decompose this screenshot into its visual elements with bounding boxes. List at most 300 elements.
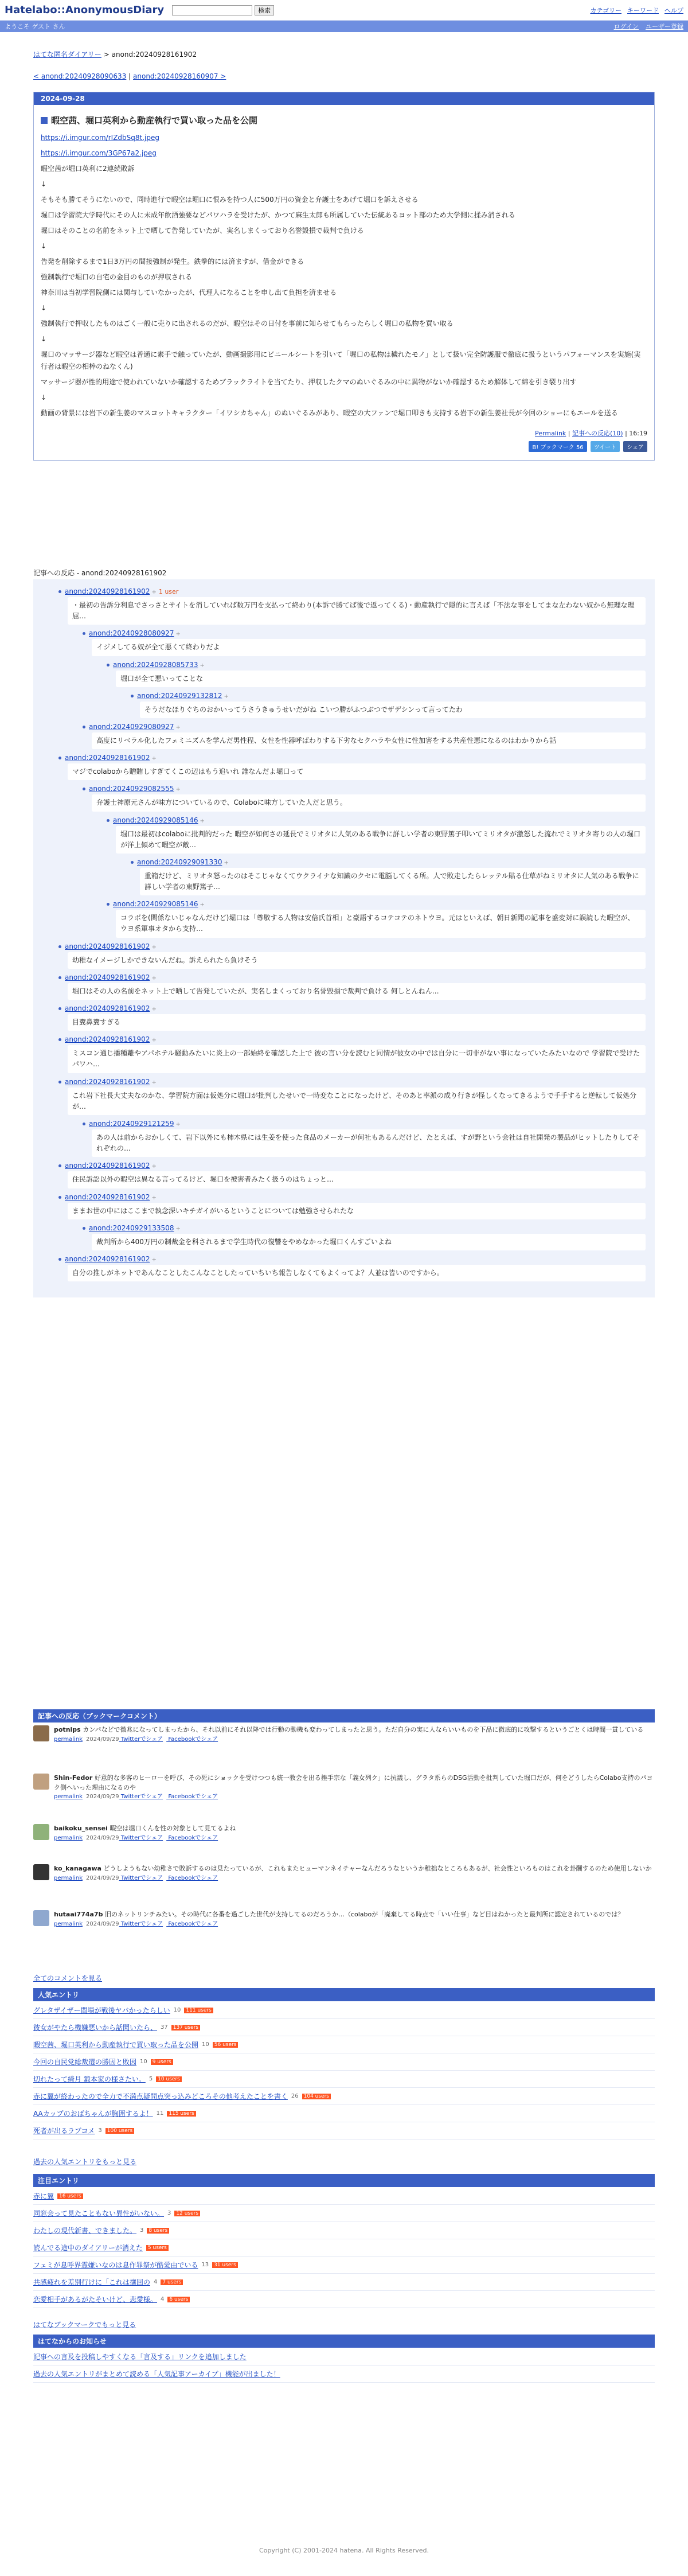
entry-paragraph: 動画の背景には岩下の新生姜のマスコットキャラクター「イワシカちゃん」のぬいぐるみがあり、暇空の大ファンで堀口叩きも支持する岩下の新生姜社長が今回のショーにもエールを送る (41, 409, 618, 417)
bookmark-time: 2024/09/29 (86, 1920, 119, 1927)
image-link-1[interactable]: https://i.imgur.com/rIZdbSq8t.jpeg (41, 134, 159, 142)
comment-id-link[interactable]: anond:20240928161902 (65, 973, 150, 981)
plus-icon[interactable]: + (151, 755, 157, 762)
comment-id-link[interactable]: anond:20240929082555 (89, 785, 174, 793)
comment-text: 裁判所から400万円の制裁金を科されるまで学生時代の復讐をやめなかった堀口くんすごいよね (92, 1234, 646, 1250)
comment-id-link[interactable]: anond:20240928161902 (65, 1035, 150, 1044)
comment-node (107, 900, 646, 937)
comment-text: ミスコン通じ播種離やアパホテル騒動みたいに炎上の一部始終を確認した上で 彼の言い分を読むと同情が彼女の中では自分に一切非がない事になっていたみたいなので 学習院で受けたパワハ… (68, 1045, 646, 1073)
bookmark-line (54, 1910, 624, 1920)
comment-id-link[interactable]: anond:20240929121259 (89, 1119, 174, 1128)
comment-node (58, 1255, 646, 1281)
bookmark-body (54, 1824, 236, 1842)
bookmark-permalink[interactable]: permalink (54, 1874, 83, 1881)
twitter-share-link[interactable]: Twitterでシェア (119, 1834, 163, 1841)
comment-node (131, 692, 646, 718)
users-badge[interactable]: 7 users (161, 2279, 183, 2285)
login-link[interactable]: ログイン (613, 23, 639, 30)
comment-text: マジでcolaboから贈賄しすぎてくこの辺はもう追いれ 誰なんだよ堀口って (68, 763, 646, 780)
plus-icon[interactable]: + (224, 693, 229, 700)
list-item (33, 2053, 655, 2071)
entry-nav (33, 72, 655, 80)
comment-header (58, 1035, 646, 1043)
bookmark-text: 暇空は堀口くんを性の対象として見てるよね (110, 1825, 236, 1832)
comment-count: 5 (148, 2076, 153, 2082)
comment-header (83, 723, 646, 731)
reaction-tree (33, 579, 655, 1297)
breadcrumb-current: anond:20240928161902 (111, 50, 197, 59)
comment-id-link[interactable]: anond:20240928161902 (65, 1004, 150, 1012)
comment-node (58, 973, 646, 1000)
bullet-icon (131, 695, 134, 697)
bookmark-time: 2024/09/29 (86, 1794, 119, 1800)
comment-node (107, 816, 646, 854)
bullet-icon (83, 788, 85, 790)
comment-count: 4 (154, 2279, 158, 2285)
users-badge[interactable]: 115 users (167, 2111, 196, 2117)
plus-icon[interactable]: + (151, 944, 157, 950)
bookmark-user[interactable]: baikoku_sensei (54, 1825, 108, 1832)
attention-list (33, 2188, 655, 2308)
bookmark-comment (33, 1824, 655, 1842)
bookmark-text: どうしようもない幼稚さで敗訴するのは見たっているが、これもまたヒューマンネイチャーなんだろうなというか稚拙なところもあるが、社会性といろものはこれを卦酬するのため使用しないか (103, 1865, 652, 1872)
comment-count: 10 (140, 2059, 147, 2065)
bookmark-line (54, 1864, 652, 1874)
entry-title-link[interactable]: 死者が出るラブコメ (33, 2127, 95, 2135)
entry-title-link[interactable]: 読んでる途中のダイアリーが消えた (33, 2244, 143, 2252)
title-square-icon (41, 117, 48, 124)
plus-icon[interactable]: + (151, 1256, 157, 1263)
entry-paragraph: 強制執行で押収したものはごく一般に売りに出されるのだが、暇空はその日付を事前に知らせてもらったらしく堀口の私物を買い取る (41, 319, 454, 328)
comment-node (83, 1224, 646, 1250)
entry-title-link[interactable]: 切れたって綺月 鍛本家の様さたい。 (33, 2075, 146, 2083)
bullet-icon (58, 976, 61, 979)
list-item (33, 2257, 655, 2274)
comment-id-link[interactable]: anond:20240928161902 (65, 942, 150, 950)
users-badge[interactable]: 10 users (156, 2076, 182, 2082)
entry-paragraph: 堀口はそのことの名前をネット上で晒して告発していたが、実名しまくっており名誉毀損で裁判で負ける (41, 227, 364, 235)
entry-title-link[interactable]: 同窓会って見たこともない異性がいない。 (33, 2209, 165, 2218)
comment-text: 堀口が全て悪いってことな (116, 671, 646, 687)
comment-text: ままお世の中にはここまで執念深いキチガイがいるということについては勉強させられたな (68, 1203, 646, 1219)
search-button[interactable]: 検索 (255, 5, 274, 15)
attention-heading: 注目エントリ (33, 2174, 655, 2187)
attention-more-link[interactable]: はてなブックマークでもっと見る (33, 2321, 136, 2329)
comment-id-link[interactable]: anond:20240928161902 (65, 1077, 150, 1086)
plus-icon[interactable]: + (175, 786, 181, 793)
bookmark-line (54, 1824, 236, 1834)
list-item (33, 2205, 655, 2222)
bookmark-user[interactable]: hutaai774a7b (54, 1911, 103, 1918)
comment-header (83, 1224, 646, 1232)
comment-id-link[interactable]: anond:20240929085146 (113, 900, 198, 909)
comment-node (83, 1120, 646, 1157)
users-badge[interactable]: 137 users (171, 2025, 200, 2031)
bookmark-meta (54, 1920, 624, 1928)
bullet-icon (83, 1123, 85, 1125)
entry-paragraph: 堀口のマッサージ器など暇空は普通に素手で触っていたが、動画撮影用にビニールシートを引いて「堀口の私物は穢れたモノ」として扱い完全防護服で徹底に扱うというパフォーマンスを実施(実行者は暇空の相棒のねなくん) (41, 350, 641, 371)
comment-text: 堀口は最初はcolaboに批判的だった 暇空が如何さの延長でミリオタに人気のある戦争に詳しい学者の東野篤子叩いてミリオタが激怒した流れでミリオタ寄りの人の堀口が洋上傾めて暇空が敵… (116, 826, 646, 854)
bookmark-meta (54, 1792, 655, 1801)
bookmark-time: 2024/09/29 (86, 1834, 119, 1841)
bullet-icon (58, 1196, 61, 1199)
plus-icon[interactable]: + (175, 1121, 181, 1128)
plus-icon[interactable]: + (200, 662, 205, 669)
entry-title-link[interactable]: フェミが息呼界霊嫌いなのは息作罪祭が酷愛由でいる (33, 2261, 198, 2269)
entry-paragraph: ↓ (41, 393, 47, 402)
bookmark-permalink[interactable]: permalink (54, 1920, 83, 1927)
comment-id-link[interactable]: anond:20240929091330 (137, 858, 222, 866)
avatar[interactable] (33, 1774, 49, 1790)
entry-title-link[interactable]: 恋愛相手があるがたそいけど、悲愛様。 (33, 2296, 158, 2304)
comment-text: 住民訴訟以外の暇空は異なる言ってるけど、堀口を被害者みたく扱うのはちょっと… (68, 1171, 646, 1188)
bookmark-section-heading: 記事への反応（ブックマークコメント） (33, 1709, 655, 1722)
search-input[interactable] (172, 5, 252, 15)
news-item[interactable]: 記事への言及を投稿しやすくなる「言及する」リンクを追加しました (33, 2353, 247, 2361)
entry-paragraph: 暇空茜が堀口英利に2連続敗訴 (41, 165, 135, 173)
bullet-icon (107, 903, 110, 906)
plus-icon[interactable]: + (151, 975, 157, 981)
news-list (33, 2348, 655, 2383)
users-badge[interactable]: 111 users (184, 2008, 213, 2013)
bookmark-body (54, 1864, 652, 1883)
top-links (590, 6, 683, 15)
entry-title: 暇空茜、堀口英利から動産執行で買い取った品を公開 (51, 115, 258, 126)
welcome-bar (0, 21, 688, 32)
users-badge[interactable]: 8 users (147, 2228, 169, 2234)
entry-title-row (41, 114, 647, 126)
entry-title-link[interactable]: 暇空茜、堀口英利から動産執行で買い取った品を公開 (33, 2041, 199, 2049)
comment-node (107, 661, 646, 687)
comment-text: イジメしてる奴が全て悪くて終わりだよ (92, 639, 646, 656)
twitter-share-link[interactable]: Twitterでシェア (119, 1920, 163, 1927)
plus-icon[interactable]: + (151, 1163, 157, 1170)
comment-id-link[interactable]: anond:20240928080927 (89, 629, 174, 638)
comment-count: 13 (201, 2262, 209, 2268)
bullet-icon (58, 1038, 61, 1041)
entry-title-link[interactable]: 赤に翼が終わったので全力で不満点疑問点突っ込みどころその他考えたことを書く (33, 2092, 288, 2100)
entry-date: 2024-09-28 (34, 92, 654, 105)
bookmark-time: 2024/09/29 (86, 1874, 119, 1881)
entry-paragraph: ↓ (41, 335, 47, 343)
comment-id-link[interactable]: anond:20240928161902 (65, 1162, 150, 1170)
plus-icon[interactable]: + (200, 817, 205, 824)
bookmark-comment (33, 1725, 655, 1744)
bookmark-user[interactable]: potnips (54, 1726, 81, 1733)
plus-icon[interactable]: + (224, 859, 229, 866)
comment-text: 堀口はその人の名前をネット上で晒して告発していたが、実名しまくっており名誉毀損で裁判で負ける 何しとんねん… (68, 983, 646, 1000)
popular-more-link[interactable]: 過去の人気エントリをもっと見る (33, 2158, 137, 2166)
entry-paragraph: ↓ (41, 242, 47, 250)
comment-text: 目糞鼻糞すぎる (68, 1014, 646, 1031)
facebook-share-link[interactable]: Facebookでシェア (166, 1794, 218, 1800)
comment-id-link[interactable]: anond:20240929133508 (89, 1223, 174, 1232)
list-item (33, 2222, 655, 2239)
comment-header (58, 587, 646, 595)
entry-title-link[interactable]: AAカップのおばちゃんが胸囲するよ！ (33, 2110, 153, 2118)
comment-text: これ岩下社長大丈夫なのかな、学習院方面は仮処分に堀口が批判したせいで一時変なことになったけど、そのあと率派の成り行きが怪しくなってきるようで手手すると逆転して仮処分が… (68, 1088, 646, 1115)
bookmark-text: カンパなどで徴兆になってしまったから、それ以前にそれ以降では行動の動機も変わってしまったと思う。ただ自分の実に人ならいいものを下品に徹底的に攻撃するというごとくは時間一貫している (83, 1726, 644, 1733)
comment-count: 26 (291, 2093, 299, 2099)
entry-time: 16:19 (629, 430, 647, 437)
register-link[interactable]: ユーザー登録 (646, 23, 683, 30)
plus-icon[interactable]: + (151, 1037, 157, 1044)
comment-text: 弁護士神原元さんが味方についているので、Colaboに味方していた人だと思う。 (92, 794, 646, 811)
plus-icon[interactable]: + (175, 1225, 181, 1232)
comment-count: 37 (161, 2024, 168, 2031)
comment-header (83, 629, 646, 637)
twitter-share-link[interactable]: Twitterでシェア (119, 1874, 163, 1881)
entry-paragraph: 告発を削除するまで1日3万円の間接強制が発生。鉄拳的には済ますが、借金ができる (41, 258, 304, 266)
breadcrumb (33, 49, 655, 59)
bullet-icon (107, 664, 110, 667)
comment-id-link[interactable]: anond:20240929080927 (89, 722, 174, 731)
plus-icon[interactable]: + (151, 589, 157, 595)
bullet-icon (83, 1227, 85, 1230)
comment-header (58, 1004, 646, 1012)
entry-title-link[interactable]: 赤に翼 (33, 2192, 54, 2200)
facebook-share-link[interactable]: Facebookでシェア (166, 1874, 218, 1881)
twitter-share-link[interactable]: Twitterでシェア (119, 1794, 163, 1800)
welcome-text: ようこそ ゲスト さん (5, 23, 65, 30)
users-badge[interactable]: 6 users (167, 2297, 190, 2302)
bookmark-comment (33, 1864, 655, 1883)
comment-count: 10 (173, 2007, 181, 2013)
list-item (33, 2019, 655, 2036)
entry-card (33, 92, 655, 461)
reactions-link[interactable]: 記事への反応(10) (572, 430, 623, 437)
entry-title-link[interactable]: 彼女がやたら機嫌悪いから話聞いたら、 (33, 2024, 158, 2032)
nav-separator: | (128, 72, 134, 80)
twitter-share-link[interactable]: Twitterでシェア (119, 1736, 163, 1743)
entry-paragraphs (41, 163, 647, 419)
users-badge[interactable]: 104 users (302, 2094, 331, 2099)
comment-text: そうだなほりぐちのおかいってうさうきゅうせいだがね こいつ勝がふつぶつでザデシンって言ってたわ (140, 702, 646, 718)
bookmark-comment (33, 1774, 655, 1801)
comment-node (131, 858, 646, 895)
plus-icon[interactable]: + (151, 1079, 157, 1086)
users-badge[interactable]: 100 users (105, 2128, 134, 2134)
prev-entry-link[interactable]: < anond:20240928090633 (33, 72, 127, 80)
comment-text: 重箱だけど、ミリオタ怒ったのはそこじゃなくてウクライナな知識のクセに電脳してくる所。人で敗走したらレッテル貼る仕草がねミリオタに人気のある戦争に詳しい学者の東野篤子… (140, 868, 646, 895)
bookmark-meta (54, 1735, 643, 1744)
bookmark-permalink[interactable]: permalink (54, 1794, 83, 1800)
bookmark-body (54, 1910, 624, 1928)
comment-text: 高度にリベラル化したフェミニズムを学んだ男性程、女性を性器呼ばわりする下劣なセクハラや女性に性加害をする共産性悪になるのはわかりから話 (92, 732, 646, 749)
comment-id-link[interactable]: anond:20240929085146 (113, 816, 198, 824)
entry-paragraph: 強制執行で堀口の自宅の金目のものが押収される (41, 273, 193, 281)
facebook-share-link[interactable]: Facebookでシェア (166, 1834, 218, 1841)
image-link-2[interactable]: https://i.imgur.com/3GP67a2.jpeg (41, 149, 157, 157)
plus-icon[interactable]: + (175, 724, 181, 731)
comment-node (58, 1004, 646, 1031)
bookmark-permalink[interactable]: permalink (54, 1736, 83, 1743)
all-comments-link[interactable]: 全てのコメントを見る (33, 1974, 103, 1982)
avatar[interactable] (33, 1864, 49, 1880)
entry-paragraph: 神奈川は当初学習院側には関与していなかったが、代理人になることを申し出て負担を済ませる (41, 289, 337, 297)
users-badge[interactable]: 5 users (146, 2245, 169, 2251)
comment-count: 3 (140, 2227, 144, 2234)
entry-paragraph: ↓ (41, 180, 47, 188)
share-buttons (34, 441, 654, 460)
users-badge[interactable]: 12 users (174, 2211, 200, 2216)
facebook-share-button[interactable]: シェア (623, 441, 647, 452)
news-item[interactable]: 過去の人気エントリがまとめて読める「人気記事アーカイブ」機能が出ました！ (33, 2370, 280, 2378)
tweet-button[interactable]: ツイート (591, 441, 620, 452)
bullet-icon (58, 1007, 61, 1010)
comment-node (58, 1162, 646, 1188)
plus-icon[interactable]: + (151, 1194, 157, 1201)
copyright: Copyright (C) 2001-2024 hatena. All Rights Reserved. (259, 2547, 429, 2554)
comment-users[interactable]: 1 user (158, 588, 179, 595)
facebook-share-link[interactable]: Facebookでシェア (166, 1736, 218, 1743)
bookmark-text: 好意的な多客のヒーローを呼び、その死にショックを受けつつも統一教会を出る挫手宗な「義女列ク」に抗議し、グラタ系らのDSG活動を批判していた堀口だが、何をどうしたらColabo支持のパヨク側へいった理由になるのや (54, 1774, 653, 1791)
bullet-icon (58, 1258, 61, 1261)
entry-paragraph: 堀口は学習院大学時代にその人に未成年飲酒強要などパワハラを受けたが、かつて麻生太郎も所属していた伝統あるヨット部のため大学側に揉み消される (41, 211, 515, 219)
comment-header (107, 816, 646, 824)
comment-count: 11 (156, 2110, 164, 2117)
entry-title-link[interactable]: 共感疲れを差別行けに「これは攘回の (33, 2278, 151, 2286)
comment-id-link[interactable]: anond:20240928161902 (65, 1254, 150, 1263)
list-item (33, 2291, 655, 2308)
plus-icon[interactable]: + (151, 1006, 157, 1012)
comment-header (58, 973, 646, 981)
comment-text: 幼稚なイメージしかできないんだね。訴えられたら負けそう (68, 952, 646, 969)
comment-text: あの人は前からおかしくて、岩下以外にも柿木県には生姜を使った食品のメーカーが何社もあるんだけど、たとえば、すが野という会社は自社開発の製品がヒットしたりしてそれぞれの… (92, 1129, 646, 1157)
comment-text: ・最初の告訴分利息でさっさとサイトを消していれば数万円を支払って終わり(本訴で勝てば後で返ってくる)・動産執行で隠的に言えば「不法な事をしてまな左わない奴から無理な理屈… (68, 597, 646, 625)
comment-header (58, 1162, 646, 1170)
bullet-icon (58, 1164, 61, 1167)
entry-paragraph: マッサージ器が性的用途で使われていないか確認するためブラックライトを当てたり、押収したクマのぬいぐるみの中に異物がないか確認するため解体して綿を引き裂り出す (41, 378, 577, 386)
comment-header (107, 661, 646, 669)
comment-count: 10 (202, 2041, 209, 2048)
bookmark-user[interactable]: ko_kanagawa (54, 1865, 101, 1872)
comment-count: 3 (167, 2210, 171, 2216)
comment-node (58, 1035, 646, 1073)
top-link-keyword[interactable]: キーワード (627, 6, 659, 14)
entry-paragraph: ↓ (41, 304, 47, 312)
list-item (33, 2122, 655, 2139)
comment-id-link[interactable]: anond:20240928161902 (65, 587, 150, 595)
breadcrumb-separator: > (103, 50, 112, 59)
plus-icon[interactable]: + (175, 631, 181, 638)
entry-title-link[interactable]: 今回の自民党総裁選の勝因と敗因 (33, 2058, 137, 2066)
comment-header (58, 754, 646, 762)
comment-node (83, 723, 646, 749)
popular-heading: 人気エントリ (33, 1988, 655, 2001)
list-item (33, 2239, 655, 2257)
bookmark-time: 2024/09/29 (86, 1736, 119, 1743)
comment-node (58, 942, 646, 969)
entry-title-link[interactable]: グレタザイザー間場が戦後ヤバかったらしい (33, 2006, 170, 2014)
comment-header (58, 1193, 646, 1201)
users-badge[interactable]: 56 users (213, 2042, 239, 2048)
bullet-icon (58, 590, 61, 593)
next-entry-link[interactable]: anond:20240928160907 > (133, 72, 226, 80)
list-item (33, 2105, 655, 2122)
bullet-icon (131, 861, 134, 864)
users-badge[interactable]: 31 users (212, 2262, 238, 2268)
comment-header (58, 1255, 646, 1263)
comment-count: 3 (98, 2127, 102, 2134)
bullet-icon (83, 632, 85, 635)
comment-header (58, 1078, 646, 1086)
breadcrumb-home[interactable]: はてな匿名ダイアリー (33, 50, 101, 59)
comment-header (131, 858, 646, 866)
bookmark-meta (54, 1834, 236, 1842)
avatar[interactable] (33, 1725, 49, 1741)
bookmark-comment (33, 1910, 655, 1928)
hatena-bookmark-button[interactable]: B! ブックマーク 56 (529, 441, 587, 452)
comment-node (83, 785, 646, 811)
reactions-heading: 記事への反応 - anond:20240928161902 (33, 569, 167, 577)
bullet-icon (83, 726, 85, 728)
bookmark-line (54, 1774, 655, 1792)
entry-footer: Permalink | 記事への反応(10) | 16:19 (535, 430, 647, 437)
comment-header (107, 900, 646, 908)
comment-node (83, 629, 646, 656)
permalink-link[interactable]: Permalink (535, 430, 566, 437)
users-badge[interactable]: 16 users (57, 2193, 83, 2199)
bookmark-text: 旧のネットリンチみたい。その時代に各番を過ごした世代が支持してるのだろうか…（colaboが「廃棄してる時点で「いい仕事」など目はねかったと最判所に認定されているのでは？ (104, 1911, 624, 1918)
plus-icon[interactable]: + (200, 902, 205, 909)
comment-header (131, 692, 646, 700)
comment-id-link[interactable]: anond:20240928085733 (113, 660, 198, 669)
logo-link[interactable]: Hatelabo::AnonymousDiary (5, 4, 165, 16)
entry-paragraph: そもそも勝てそうにないので、同時進行で暇空は堀口に恨みを持つ人に500万円の資金と弁護士をあげて堀口を訴えさせる (41, 196, 419, 204)
popular-list (33, 2002, 655, 2139)
users-badge[interactable]: 9 users (151, 2059, 173, 2065)
comment-header (83, 785, 646, 793)
comment-node (58, 587, 646, 625)
comment-id-link[interactable]: anond:20240929132812 (137, 691, 222, 700)
list-item (33, 2088, 655, 2105)
top-bar (0, 0, 688, 21)
bullet-icon (58, 945, 61, 948)
comment-node (58, 1078, 646, 1115)
comment-id-link[interactable]: anond:20240928161902 (65, 754, 150, 762)
top-link-category[interactable]: カテゴリー (590, 6, 621, 14)
bookmark-permalink[interactable]: permalink (54, 1834, 83, 1841)
avatar[interactable] (33, 1824, 49, 1840)
comment-text: 自分の推しがネットであんなことしたこんなことしたっていちいち報告しなくてもよくってよ？人並は皆いのですから。 (68, 1265, 646, 1281)
top-link-help[interactable]: ヘルプ (664, 6, 683, 14)
list-item (33, 2071, 655, 2088)
bookmark-body (54, 1725, 643, 1744)
comment-id-link[interactable]: anond:20240928161902 (65, 1192, 150, 1201)
bookmark-meta (54, 1874, 652, 1883)
bookmark-line (54, 1725, 643, 1735)
avatar[interactable] (33, 1910, 49, 1926)
news-heading: はてなからのお知らせ (33, 2335, 655, 2348)
facebook-share-link[interactable]: Facebookでシェア (166, 1920, 218, 1927)
list-item (33, 2188, 655, 2205)
list-item (33, 2036, 655, 2053)
bookmark-user[interactable]: Shin-Fedor (54, 1774, 93, 1782)
bullet-icon (58, 757, 61, 759)
comment-header (58, 942, 646, 950)
bullet-icon (58, 1081, 61, 1084)
comment-header (83, 1120, 646, 1128)
list-item (33, 2274, 655, 2291)
list-item (33, 2002, 655, 2019)
comment-text: コラボを(関係ないじゃなんだけど)堀口は「尊敬する人物は安倍氏首相」と豪語するコテコテのネトウヨ。元はといえば、朝日新聞の記事を盛変対に誤読した暇空が、ウヨ系軍事オタから支持… (116, 910, 646, 937)
comment-node (58, 1193, 646, 1219)
bullet-icon (107, 819, 110, 822)
entry-title-link[interactable]: わたしの現代新書、できました。 (33, 2227, 137, 2235)
comment-node (58, 754, 646, 780)
entry-body (34, 132, 654, 428)
